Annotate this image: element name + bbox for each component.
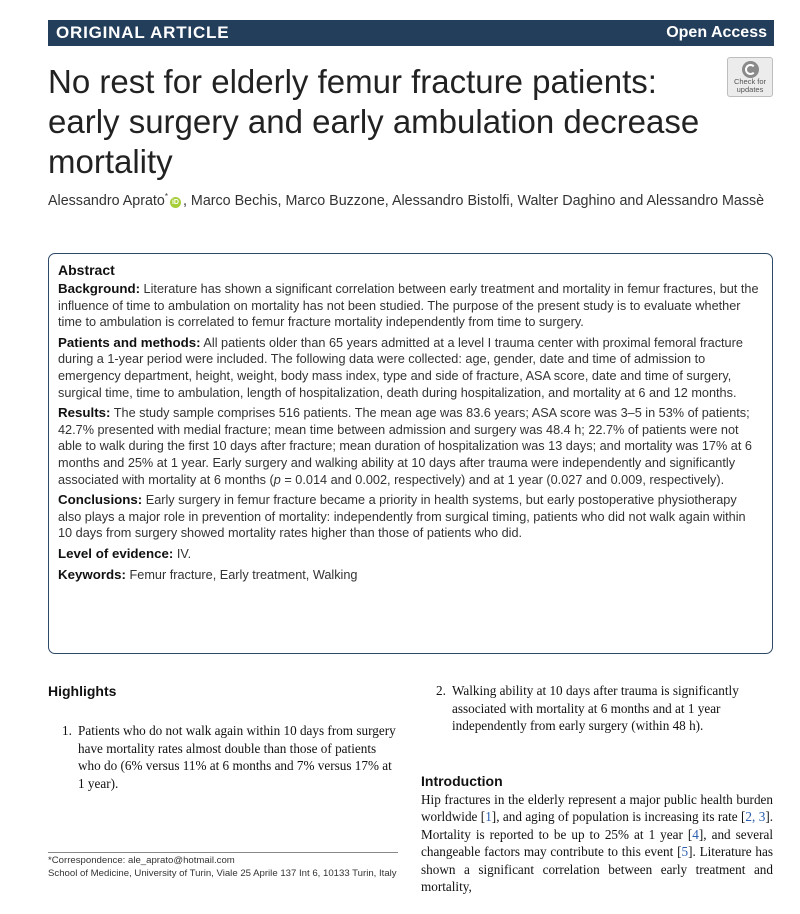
open-access-label[interactable]: Open Access xyxy=(666,24,767,41)
background-text: Literature has shown a significant correlation between early treatment and mortality in femur fractures, but the influence of time to ambulation on mortality has not been studied. The purpose of the present study is to evaluate whether time to ambulation is correlated to femur fracture mortality independently from time to surgery. xyxy=(58,282,759,330)
abstract-conclusions xyxy=(58,492,763,542)
methods-label: Patients and methods: xyxy=(58,334,201,350)
footnote xyxy=(48,855,398,880)
results-text-1: The study sample comprises 516 patients. The mean age was 83.6 years; ASA score was 3–5 in 53% of patients; 42.7% presented with medial fracture; mean time between admission and surgery was 48.4 h; 22.7% of patients were not able to walk during the first 10 days after fracture; mean duration of hospitalization was 13 days; and mortality was 17% at 6 months and 25% at 1 year. Early surgery and walking ability at 10 days after trauma were independently and significantly associated with mortality at 6 months ( xyxy=(58,406,752,487)
abstract-methods xyxy=(58,335,763,401)
article-title: No rest for elderly femur fracture patients: early surgery and early ambulation decrease mortality xyxy=(48,63,700,180)
article-header-bar xyxy=(48,20,774,46)
correspondence-marker: * xyxy=(164,192,168,201)
intro-text-1: Hip fractures in the elderly represent a major public health burden worldwide [ xyxy=(421,792,773,825)
reference-link-4[interactable]: 4 xyxy=(692,826,699,842)
introduction-heading: Introduction xyxy=(421,773,503,789)
conclusions-text: Early surgery in femur fracture became a priority in health systems, but early postoperative physiotherapy also plays a major role in prevention of mortality: independently from surgical timing, patients who did not walk again within 10 days from surgery showed mortality rates higher than those of patients who did. xyxy=(58,493,746,541)
highlight-text-2: Walking ability at 10 days after trauma is significantly associated with mortality at 6 months and at 1 year independently from early surgery (within 48 h). xyxy=(452,683,739,733)
author-first: Alessandro Aprato xyxy=(48,192,165,209)
abstract-background xyxy=(58,281,763,331)
abstract-keywords xyxy=(58,567,763,584)
highlight-item-1 xyxy=(62,722,400,792)
author-list xyxy=(48,192,788,209)
check-for-updates-badge[interactable] xyxy=(727,57,773,97)
background-label: Background: xyxy=(58,281,141,296)
methods-text: All patients older than 65 years admitted at a level I trauma center with proximal femoral fracture during a 1-year period were included. The following data were collected: age, gender, date and time of admission to emergency department, height, weight, body mass index, type and side of fracture, ASA score, date and time of surgery, surgical time, time to ambulation, length of hospitalization, death during hospitalization, and mortality at 6 and 12 months. xyxy=(58,335,743,400)
evidence-label: Level of evidence: xyxy=(58,545,174,561)
results-p-symbol: p xyxy=(273,472,281,487)
article-type-label: ORIGINAL ARTICLE xyxy=(56,23,230,42)
results-text-2: = 0.014 and 0.002, respectively) and at 1 year (0.027 and 0.009, respectively). xyxy=(280,472,725,487)
reference-link-5[interactable]: 5 xyxy=(681,844,689,860)
footnote-divider xyxy=(48,852,398,853)
keywords-text: Femur fracture, Early treatment, Walking xyxy=(129,567,358,582)
highlight-item-2 xyxy=(436,682,774,735)
abstract-heading: Abstract xyxy=(58,262,115,278)
highlight-text-1: Patients who do not walk again within 10 days from surgery have mortality rates almost double than those of patients who do (6% versus 11% at 6 months and 7% versus 17% at 1 year). xyxy=(78,723,396,791)
intro-text-5: ]. Literature has shown a significant correlation between early treatment and mortality, xyxy=(421,844,773,895)
highlight-number-1: 1. xyxy=(62,723,72,738)
highlights-heading: Highlights xyxy=(48,683,117,699)
orcid-icon[interactable]: iD xyxy=(171,198,179,206)
results-label: Results: xyxy=(58,405,111,421)
intro-text-2: ], and aging of population is increasing its rate [ xyxy=(491,809,746,825)
introduction-text xyxy=(421,791,773,895)
abstract-box xyxy=(48,253,773,654)
reference-link-1[interactable]: 1 xyxy=(485,809,492,825)
keywords-label: Keywords: xyxy=(58,566,126,582)
highlight-number-2: 2. xyxy=(436,683,446,698)
abstract-results xyxy=(58,405,763,488)
abstract-evidence xyxy=(58,546,763,563)
check-updates-icon xyxy=(742,61,759,78)
intro-text-3: ]. Mortality is reported to be up to 25% at 1 year [ xyxy=(421,809,774,842)
author-rest: , Marco Bechis, Marco Buzzone, Alessandro Bistolfi, Walter Daghino and Alessandro Massè xyxy=(182,192,765,209)
reference-link-2-3[interactable]: 2, 3 xyxy=(745,809,766,825)
check-updates-text: Check for updates xyxy=(733,77,767,94)
affiliation-line: School of Medicine, University of Turin, Viale 25 Aprile 137 Int 6, 10133 Turin, Italy xyxy=(48,867,397,879)
evidence-text: IV. xyxy=(176,546,192,561)
conclusions-label: Conclusions: xyxy=(58,492,143,508)
correspondence-line: *Correspondence: ale_aprato@hotmail.com xyxy=(48,855,235,866)
intro-text-4: ], and several changeable factors may contribute to this event [ xyxy=(421,826,774,860)
